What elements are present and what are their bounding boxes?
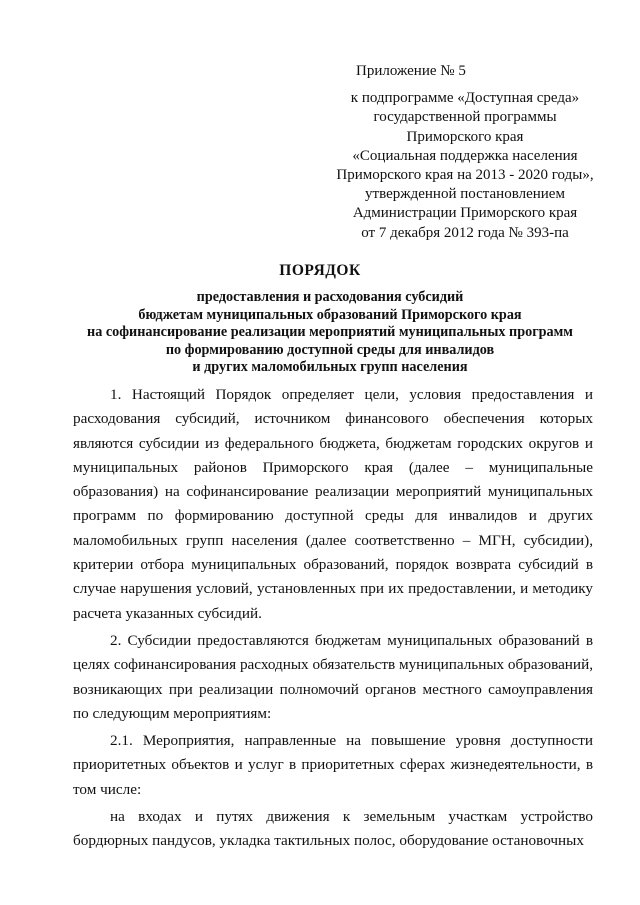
appendix-line: Приморского края <box>406 128 524 145</box>
subtitle-line: на софинансирование реализации мероприятий муниципальных программ <box>87 324 573 340</box>
appendix-line: государственной программы <box>373 109 557 126</box>
appendix-header <box>300 62 630 243</box>
appendix-number: Приложение № 5 <box>356 63 466 79</box>
document-body <box>73 383 593 857</box>
subtitle-line: бюджетам муниципальных образований Приморского края <box>138 306 522 323</box>
paragraph-2-1-item: на входах и путях движения к земельным участкам устройство бордюрных пандусов, укладка тактильных полос, оборудование остановочных <box>73 808 593 850</box>
document-subtitle <box>40 289 620 377</box>
appendix-line: от 7 декабря 2012 года № 393-па <box>361 224 569 241</box>
appendix-line: утвержденной постановлением <box>365 186 565 203</box>
paragraph-2-1: 2.1. Мероприятия, направленные на повышение уровня доступности приоритетных объектов и услуг в приоритетных сферах жизнедеятельности, в том числе: <box>73 732 593 798</box>
appendix-line: Администрации Приморского края <box>352 205 578 222</box>
paragraph-1: 1. Настоящий Порядок определяет цели, условия предоставления и расходования субсидий, источником финансового обеспечения которых являются субсидии из федерального бюджета, бюджетам городских округов и муниципальных районов Приморского края (далее – муниципальные образования) на софинансирование реализации мероприятий муниципальных программ по формированию доступной среды для инвалидов и других маломобильных групп населения (далее соответственно – МГН, субсидии), критерии отбора муниципальных образований, порядок возврата субсидий в случае нарушения условий, установленных при их предоставлении, и методику расчета указанных субсидий. <box>73 386 593 622</box>
subtitle-line: предоставления и расходования субсидий <box>196 289 464 305</box>
document-title: ПОРЯДОК <box>279 262 361 279</box>
paragraph-2: 2. Субсидии предоставляются бюджетам муниципальных образований в целях софинансирования расходных обязательств муниципальных образований, возникающих при реализации полномочий органов местного самоуправления по следующим мероприятиям: <box>73 631 593 722</box>
subtitle-line: по формированию доступной среды для инвалидов <box>165 341 495 358</box>
appendix-line: Приморского края на 2013 - 2020 годы», <box>336 167 594 184</box>
subtitle-line: и других маломобильных групп населения <box>192 359 468 375</box>
appendix-line: к подпрограмме «Доступная среда» <box>350 90 580 107</box>
appendix-line: «Социальная поддержка населения <box>352 147 578 164</box>
